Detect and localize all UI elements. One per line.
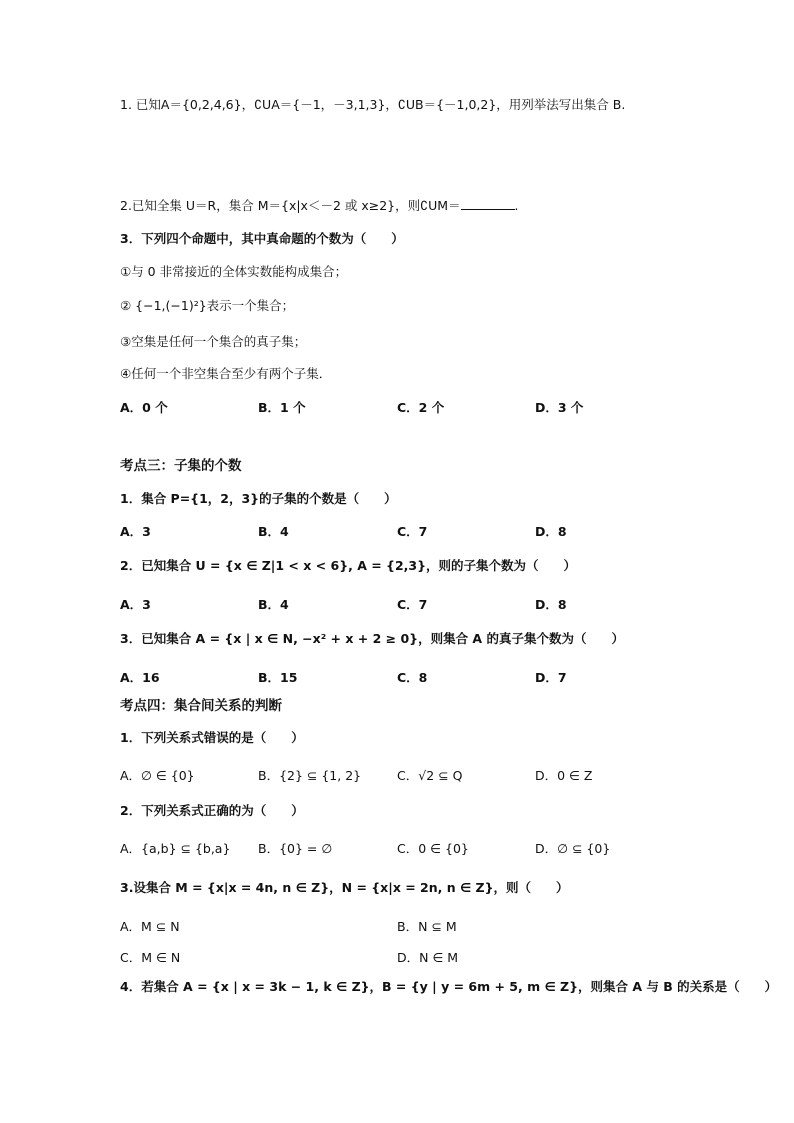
option-c[interactable]: C．M ∈ N [120,950,181,965]
s3-question-2-stem: 2．已知集合 U = {x ∈ Z|1 < x < 6}, A = {2,3}，则的子集个数为（ ） [120,558,576,573]
proposition-4: ④任何一个非空集合至少有两个子集． [120,366,332,381]
question-q1: 1. 已知A＝{0,2,4,6}，∁UA＝{－1，－3,1,3}，∁UB＝{－1,0,2}，用列举法写出集合 B. [120,97,626,112]
s3-question-1-stem: 1．集合 P={1，2，3}的子集的个数是（ ） [120,491,397,506]
s4-question-1-stem: 1．下列关系式错误的是（ ） [120,730,304,745]
option-c[interactable]: C．7 [397,597,428,612]
option-d[interactable]: D．N ∈ M [397,950,459,965]
option-a[interactable]: A．{a,b} ⊆ {b,a} [120,841,231,856]
answer-blank[interactable] [461,198,515,210]
question-q3-options [120,398,680,414]
proposition-3: ③空集是任何一个集合的真子集； [120,334,307,349]
s4-question-4-stem: 4．若集合 A = {x | x = 3k − 1, k ∈ Z}，B = {y | y = 6m + 5, m ∈ Z}，则集合 A 与 B 的关系是（ ） [120,979,778,994]
section-title-3: 考点三：子集的个数 [120,458,242,474]
question-q3-stem: 3．下列四个命题中，其中真命题的个数为（ ） [120,231,404,246]
option-d[interactable]: D．8 [535,524,567,539]
option-a[interactable]: A．∅ ∈ {0} [120,768,195,783]
s4-question-1-options [120,766,680,782]
s3-question-3-stem: 3．已知集合 A = {x | x ∈ N, −x² + x + 2 ≥ 0}，则集合 A 的真子集个数为（ ） [120,631,624,646]
section-title-4: 考点四：集合间关系的判断 [120,698,282,714]
option-c[interactable]: C．√2 ⊆ Q [397,768,463,783]
s4-question-2-stem: 2．下列关系式正确的为（ ） [120,803,304,818]
option-b[interactable]: B．{0} = ∅ [258,841,333,856]
option-d[interactable]: D．3 个 [535,400,584,415]
s4-question-3-stem: 3.设集合 M = {x|x = 4n, n ∈ Z}，N = {x|x = 2n, n ∈ Z}，则（ ） [120,880,569,895]
option-c[interactable]: C．2 个 [397,400,445,415]
option-b[interactable]: B．1 个 [258,400,306,415]
question-q2-end: . [514,198,519,213]
option-b[interactable]: B．{2} ⊆ {1, 2} [258,768,362,783]
option-a[interactable]: A．M ⊆ N [120,919,180,934]
option-b[interactable]: B．4 [258,597,289,612]
proposition-1: ①与 0 非常接近的全体实数能构成集合； [120,264,348,279]
question-q2-text: 2.已知全集 U＝R，集合 M＝{x|x＜－2 或 x≥2}，则∁UM＝ [120,198,461,213]
s4-question-2-options [120,839,680,855]
option-b[interactable]: B．N ⊆ M [397,919,457,934]
option-c[interactable]: C．8 [397,670,428,685]
proposition-2: ② {−1,(−1)²}表示一个集合； [120,298,295,313]
option-a[interactable]: A．16 [120,670,160,685]
s4-question-3-options-row1 [120,917,680,933]
option-a[interactable]: A．3 [120,597,151,612]
question-q2 [120,198,519,214]
s3-question-3-options [120,668,680,684]
option-c[interactable]: C．7 [397,524,428,539]
option-d[interactable]: D．∅ ⊆ {0} [535,841,611,856]
option-d[interactable]: D．0 ∈ Z [535,768,593,783]
option-b[interactable]: B．4 [258,524,289,539]
option-d[interactable]: D．7 [535,670,567,685]
option-b[interactable]: B．15 [258,670,298,685]
option-d[interactable]: D．8 [535,597,567,612]
s3-question-1-options [120,522,680,538]
option-c[interactable]: C．0 ∈ {0} [397,841,469,856]
option-a[interactable]: A．0 个 [120,400,168,415]
option-a[interactable]: A．3 [120,524,151,539]
s3-question-2-options [120,595,680,611]
s4-question-3-options-row2 [120,948,680,964]
